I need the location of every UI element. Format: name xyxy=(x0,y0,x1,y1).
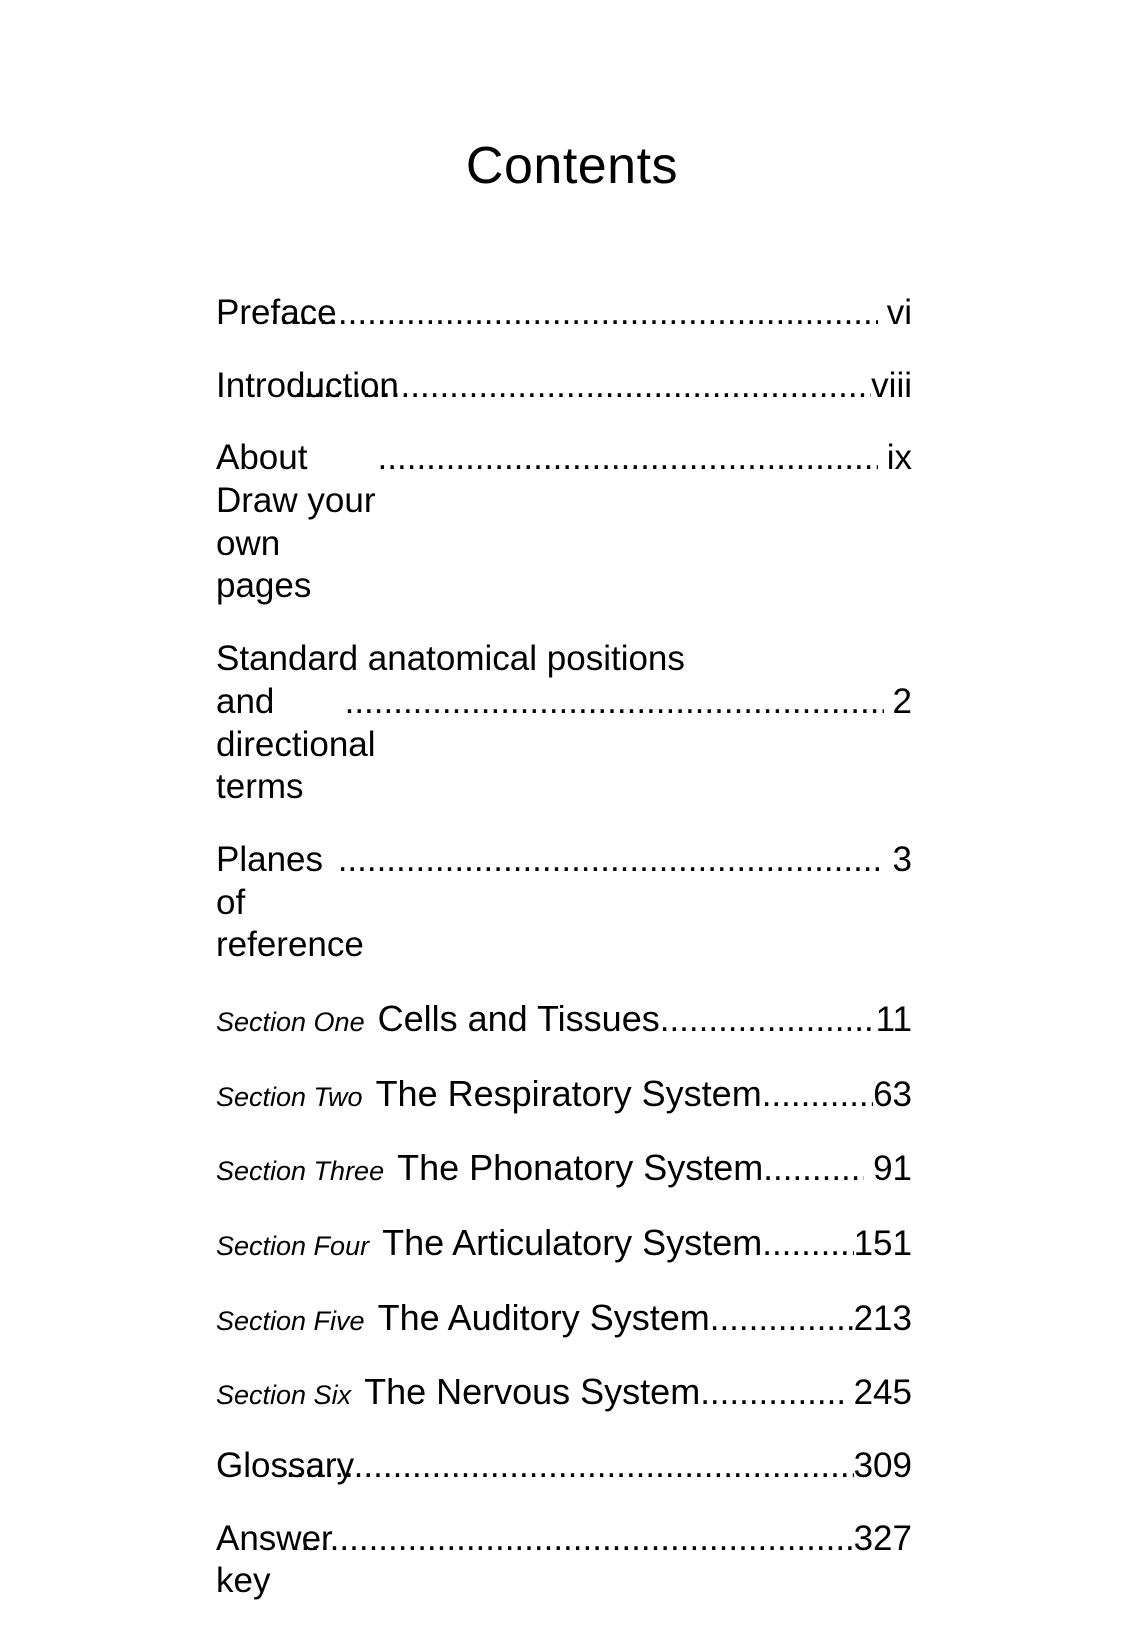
dot-leader xyxy=(378,437,878,480)
toc-entry-second-row xyxy=(216,681,912,809)
toc-entry-label: The Auditory System xyxy=(377,1296,710,1338)
dot-leader xyxy=(345,681,884,724)
dot-leader xyxy=(270,292,878,335)
toc-entry[interactable] xyxy=(216,1445,912,1488)
toc-entry[interactable] xyxy=(216,1146,912,1191)
toc-entry-page-number: vi xyxy=(886,293,912,332)
toc-entry-label: The Nervous System xyxy=(364,1371,701,1413)
toc-entry-label-line2: and directional terms xyxy=(216,681,386,807)
dot-leader xyxy=(763,1148,864,1191)
toc-entry-page-number: 91 xyxy=(873,1149,912,1189)
toc-entry[interactable] xyxy=(216,1518,912,1603)
toc-entry[interactable] xyxy=(216,292,912,335)
toc-entry[interactable] xyxy=(216,638,912,809)
toc-entry-section-kicker: Section One xyxy=(216,1006,365,1037)
toc-entry-page-number: 2 xyxy=(892,681,912,721)
toc-entry-list xyxy=(216,292,912,1633)
toc-entry[interactable] xyxy=(216,437,912,608)
toc-entry-page-number: ix xyxy=(886,438,912,478)
toc-entry-page-number: 63 xyxy=(873,1074,912,1114)
toc-entry-section-kicker: Section Two xyxy=(216,1081,363,1112)
toc-entry-label: Answer key xyxy=(216,1518,343,1601)
dot-leader xyxy=(294,365,872,408)
toc-entry-section-kicker: Section Six xyxy=(216,1380,352,1411)
dot-leader xyxy=(762,1223,853,1266)
toc-entry-page-number: 245 xyxy=(853,1373,912,1413)
toc-entry-page-number: 327 xyxy=(853,1518,912,1558)
toc-entry-label: About Draw your own pages xyxy=(216,438,386,606)
toc-entry-page-number: 11 xyxy=(875,999,912,1039)
dot-leader xyxy=(338,839,884,882)
toc-entry-section-kicker: Section Three xyxy=(216,1156,385,1187)
toc-entry-page-number: viii xyxy=(871,365,912,405)
toc-entry-label: The Phonatory System xyxy=(397,1147,764,1189)
toc-entry-label: Planes of reference xyxy=(216,839,364,965)
dot-leader xyxy=(700,1372,844,1415)
dot-leader xyxy=(286,1445,854,1488)
toc-entry-label: The Articulatory System xyxy=(382,1222,763,1263)
dot-leader xyxy=(660,999,876,1042)
toc-entry-page-number: 3 xyxy=(892,839,912,879)
toc-entry[interactable] xyxy=(216,839,912,967)
dot-leader xyxy=(291,1518,854,1561)
toc-entry[interactable] xyxy=(216,365,912,408)
toc-entry-label: Glossary xyxy=(216,1446,355,1486)
toc-entry-label-line1: Standard anatomical positions xyxy=(216,639,685,679)
toc-entry[interactable] xyxy=(216,1072,912,1117)
dot-leader xyxy=(710,1298,854,1341)
page-title: Contents xyxy=(465,137,679,195)
toc-entry-label: The Respiratory System xyxy=(375,1072,762,1114)
toc-entry-label: Preface xyxy=(216,293,337,332)
toc-entry[interactable] xyxy=(216,1370,912,1415)
toc-entry-label: Introduction xyxy=(216,365,399,405)
toc-entry[interactable] xyxy=(216,1296,912,1341)
toc-entry-section-kicker: Section Five xyxy=(216,1305,365,1336)
dot-leader xyxy=(762,1074,873,1117)
toc-entry-page-number: 309 xyxy=(853,1446,912,1486)
toc-entry[interactable] xyxy=(216,997,912,1042)
toc-entry-section-kicker: Section Four xyxy=(216,1231,370,1261)
toc-entry[interactable] xyxy=(216,1221,912,1266)
toc-entry-page-number: 151 xyxy=(853,1224,912,1263)
toc-entry-label: Cells and Tissues xyxy=(377,997,660,1039)
toc-entry-page-number: 213 xyxy=(853,1298,912,1338)
